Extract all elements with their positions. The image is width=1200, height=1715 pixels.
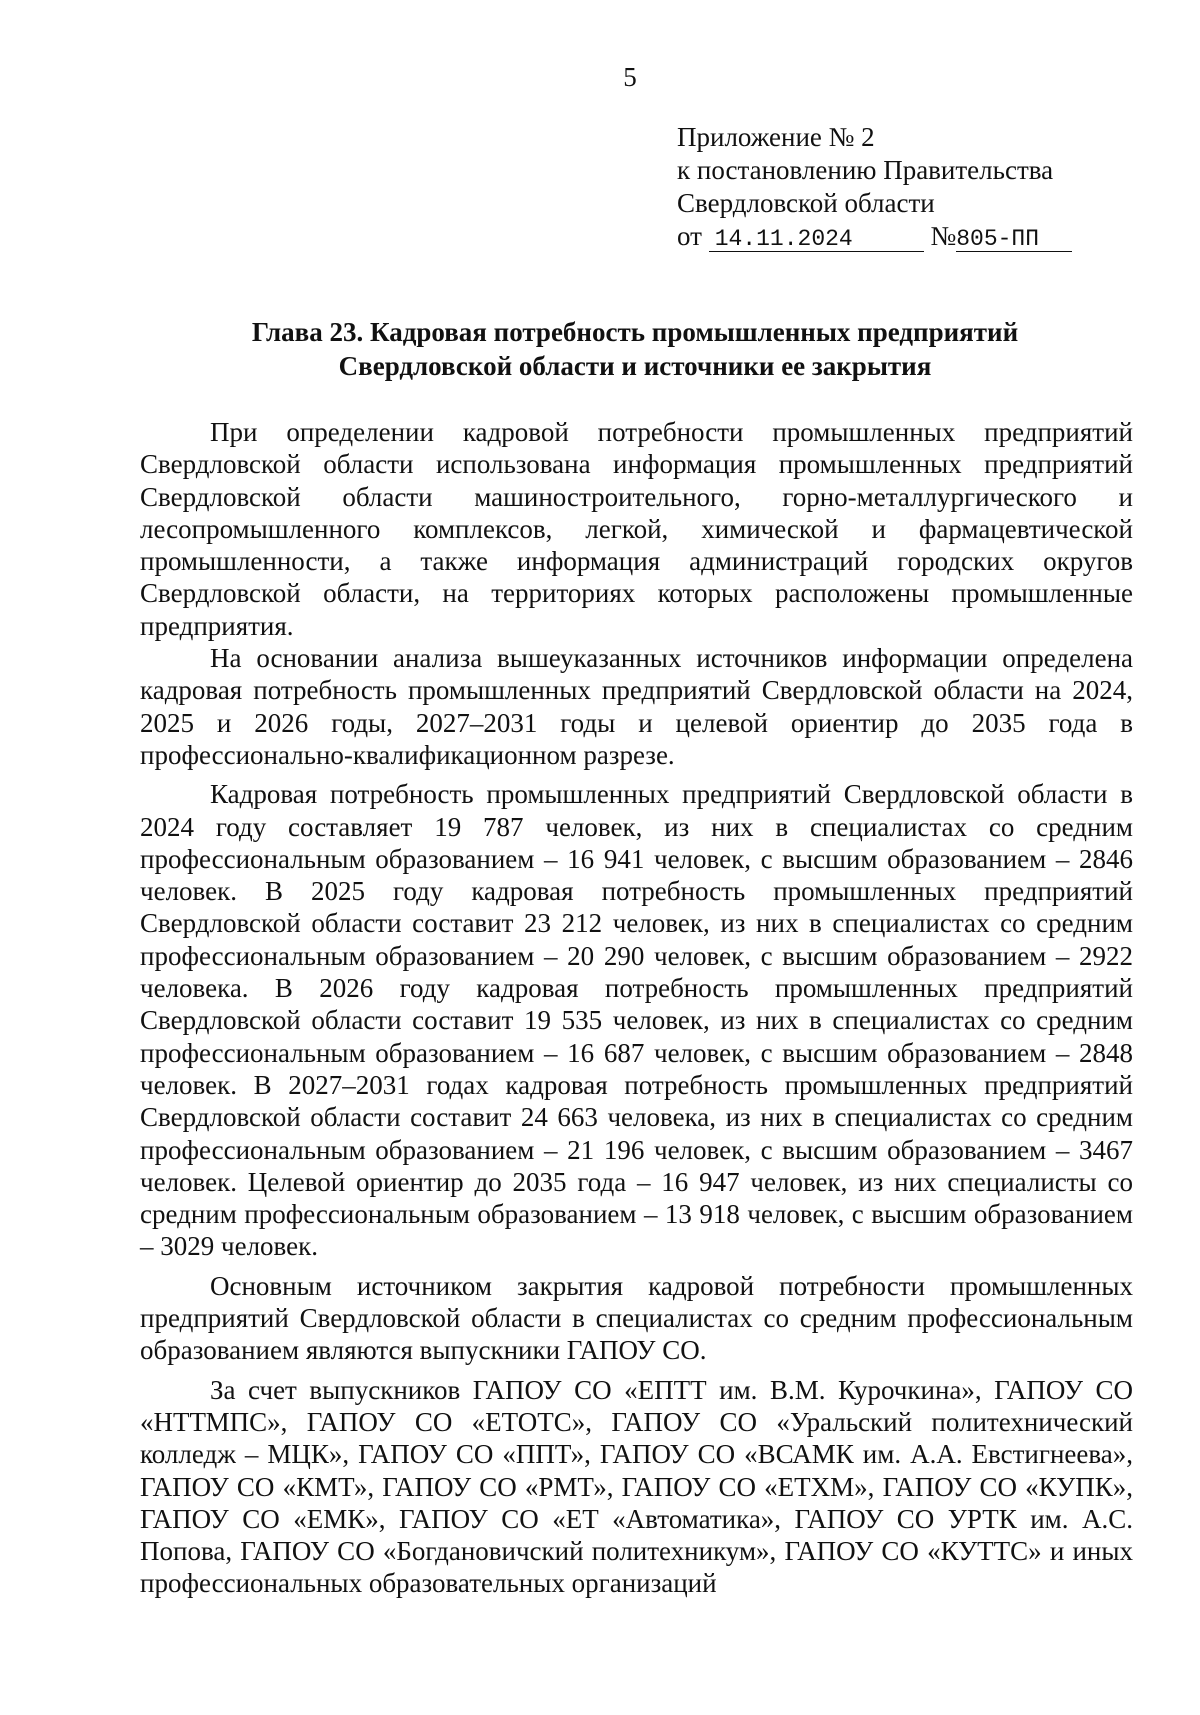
paragraph-sources: При определении кадровой потребности промышленных предприятий Свердловской области использована информация промышленных предприятий Свердловской области машиностроительного, горно-металлургического и лесопромышленного комплексов, легкой, химической и фармацевтической промышленности, а также информация администраций городских округов Свердловской области, на территориях которых расположены промышленные предприятия. [140, 417, 1133, 641]
annex-date-number-line [677, 220, 1072, 253]
paragraph-graduates: За счет выпускников ГАПОУ СО «ЕПТТ им. В.М. Курочкина», ГАПОУ СО «НТТМПС», ГАПОУ СО «ЕТОТС», ГАПОУ СО «Уральский политехнический колледж – МЦК», ГАПОУ СО «ППТ», ГАПОУ СО «ВСАМК им. А.А. Евстигнеева», ГАПОУ СО «КМТ», ГАПОУ СО «РМТ», ГАПОУ СО «ЕТХМ», ГАПОУ СО «КУПК», ГАПОУ СО «ЕМК», ГАПОУ СО «ЕТ «Автоматика», ГАПОУ СО УРТК им. А.С. Попова, ГАПОУ СО «Богдановичский политехникум», ГАПОУ СО «КУТТС» и иных профессиональных образовательных организаций [140, 1374, 1133, 1599]
paragraph-main-source: Основным источником закрытия кадровой потребности промышленных предприятий Свердловской области в специалистах со средним профессиональным образованием являются выпускники ГАПОУ СО. [140, 1270, 1133, 1366]
annex-block [677, 121, 1072, 253]
decree-date: 14.11.2024 [709, 227, 924, 252]
paragraph-analysis: На основании анализа вышеуказанных источников информации определена кадровая потребность промышленных предприятий Свердловской области на 2024, 2025 и 2026 годы, 2027–2031 годы и целевой ориентир до 2035 года в профессионально-квалификационном разрезе. [140, 643, 1133, 770]
paragraph-demand-figures: Кадровая потребность промышленных предприятий Свердловской области в 2024 году составляет 19 787 человек, из них в специалистах со средним профессиональным образованием – 16 941 человек, с высшим образованием – 2846 человек. В 2025 году кадровая потребность промышленных предприятий Свердловской области составит 23 212 человек, из них в специалистах со средним профессиональным образованием – 20 290 человек, с высшим образованием – 2922 человека. В 2026 году кадровая потребность промышленных предприятий Свердловской области составит 19 535 человек, из них в специалистах со средним профессиональным образованием – 16 687 человек, с высшим образованием – 2848 человек. В 2027–2031 годах кадровая потребность промышленных предприятий Свердловской области составит 24 663 человека, из них в специалистах со средним профессиональным образованием – 21 196 человек, с высшим образованием – 3467 человек. Целевой ориентир до 2035 года – 16 947 человек, из них специалисты со средним профессиональным образованием – 13 918 человек, с высшим образованием – 3029 человек. [140, 779, 1133, 1262]
body-text [140, 416, 1133, 1600]
chapter-heading [0, 315, 1200, 383]
chapter-heading-line-1: Глава 23. Кадровая потребность промышленных предприятий [251, 317, 1019, 347]
page-number: 5 [623, 62, 637, 92]
chapter-heading-line-2: Свердловской области и источники ее закрытия [338, 351, 932, 381]
annex-region-line: Свердловской области [677, 188, 935, 218]
annex-decree-line: к постановлению Правительства [677, 155, 1054, 185]
number-prefix: № [930, 221, 957, 251]
date-prefix: от [677, 221, 702, 251]
decree-number: 805-ПП [956, 227, 1072, 252]
annex-title: Приложение № 2 [677, 122, 875, 152]
